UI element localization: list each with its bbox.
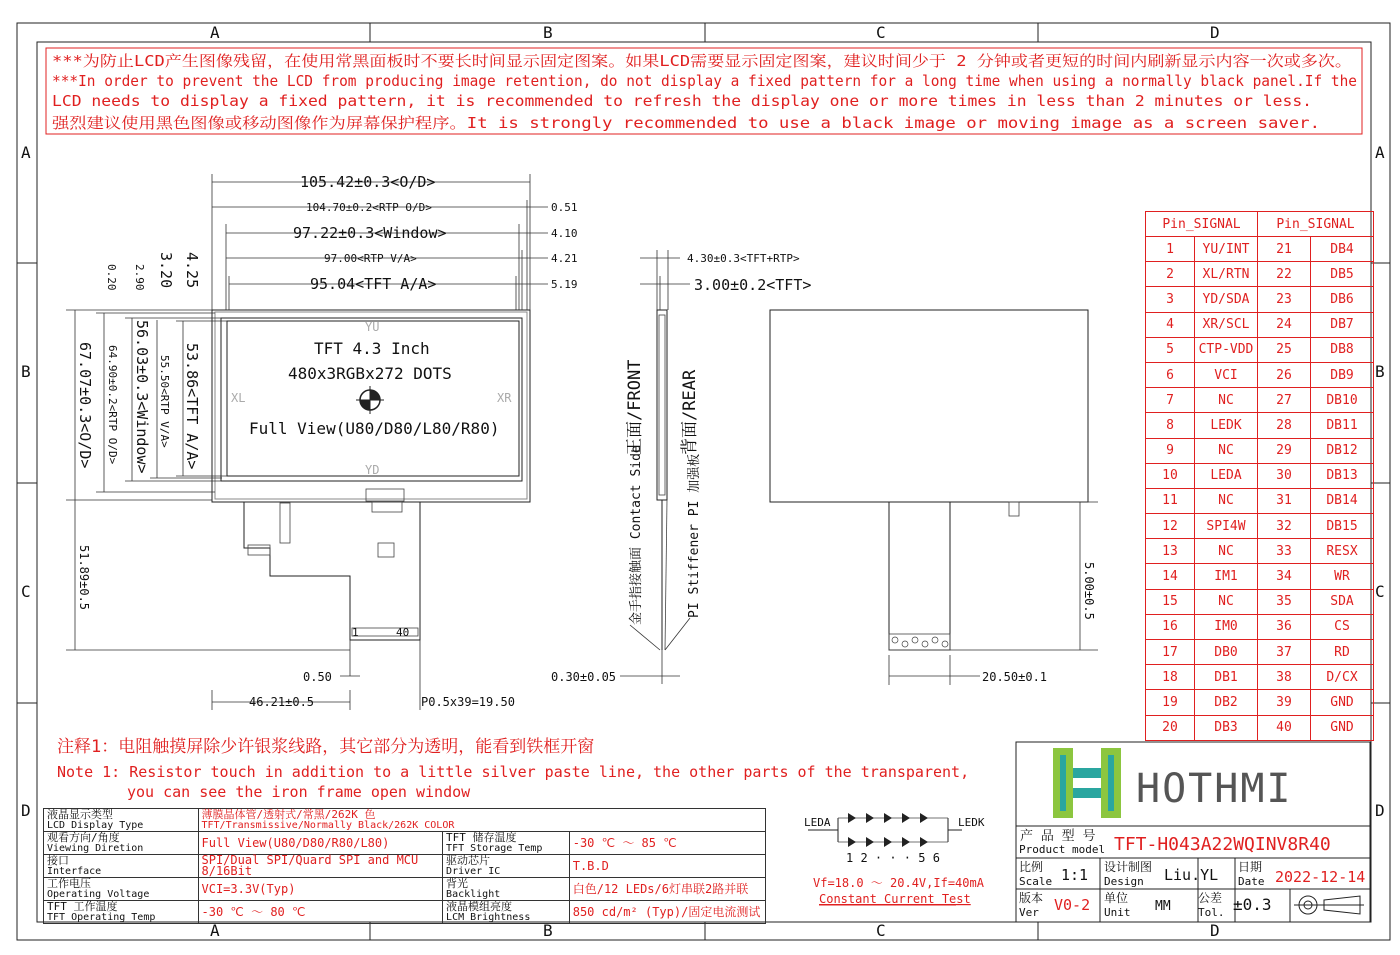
pin-number: 28 [1258, 413, 1311, 438]
pin-number: 7 [1146, 388, 1195, 413]
pin-number: 19 [1146, 690, 1195, 715]
col-label-d-bottom: D [1210, 921, 1220, 940]
pin-signal: IM1 [1195, 564, 1258, 589]
leda-label: LEDA [804, 816, 831, 829]
dim-rtp-va-height: 55.50<RTP V/A> [158, 355, 171, 448]
contact-side-label: 金手指接触面 Contact Side [629, 445, 644, 625]
dim-fpc-thickness: 0.30±0.05 [551, 670, 617, 684]
col-label-a-bottom: A [210, 921, 220, 940]
pin-signal: RESX [1311, 539, 1374, 564]
dim-window-width: 97.22±0.3<Window> [293, 224, 447, 242]
pin-signal: GND [1311, 715, 1374, 740]
pin-number: 40 [1258, 715, 1311, 740]
design-label-en: Design [1104, 875, 1144, 888]
col-label-b: B [543, 23, 553, 42]
led-constant-current: Constant Current Test [819, 892, 971, 906]
pin-row [1146, 362, 1374, 387]
pin-number: 27 [1258, 388, 1311, 413]
led-numbers: 1 2 · · · 5 6 [846, 851, 940, 865]
spec-label: 背光 Backlight [443, 878, 570, 901]
spec-value: Full View(U80/D80/R80/L80) [198, 832, 443, 855]
pin-header-right: Pin_SIGNAL [1258, 212, 1374, 237]
pin-row [1146, 640, 1374, 665]
pin-signal: CS [1311, 614, 1374, 639]
pin-signal: DB9 [1311, 362, 1374, 387]
spec-label: 驱动芯片 Driver IC [443, 855, 570, 878]
pin-row [1146, 589, 1374, 614]
pin-signal: NC [1195, 589, 1258, 614]
dim-window-height: 56.03±0.3<Window> [133, 320, 151, 474]
dim-r421: 4.21 [551, 252, 578, 265]
model-label-en: Product model [1019, 843, 1106, 856]
pin-signal: DB7 [1311, 312, 1374, 337]
pin-signal: D/CX [1311, 665, 1374, 690]
brand-logo [1053, 748, 1121, 818]
projection-symbol-icon [1294, 896, 1364, 914]
pin-number: 2 [1146, 262, 1195, 287]
pin-number: 10 [1146, 463, 1195, 488]
fpc-outline [244, 502, 420, 640]
model-label-cn: 产 品 型 号 [1020, 829, 1096, 844]
design-label-cn: 设计制图 [1104, 860, 1153, 874]
fpc-pin40-label: 40 [396, 626, 410, 639]
pin-row [1146, 287, 1374, 312]
pin-number: 17 [1146, 640, 1195, 665]
pin-signal: XR/SCL [1195, 312, 1258, 337]
pin-signal: DB15 [1311, 514, 1374, 539]
pin-number: 37 [1258, 640, 1311, 665]
row-label-d-right: D [1375, 801, 1385, 820]
dim-r519: 5.19 [551, 278, 578, 291]
dim-rear-fpc-width: 20.50±0.1 [982, 670, 1048, 684]
spec-value: SPI/Dual SPI/Quard SPI and MCU 8/16Bit [198, 855, 443, 878]
spec-row [44, 832, 766, 855]
pin-number: 15 [1146, 589, 1195, 614]
notice-line-4: 强烈建议使用黑色图像或移动图像作为屏幕保护程序。It is strongly recommended to use a black image or moving image as a screen saver. [52, 114, 1320, 132]
pin-number: 4 [1146, 312, 1195, 337]
pin-number: 11 [1146, 488, 1195, 513]
rear-label: 背面/REAR [680, 369, 700, 455]
designer: Liu.YL [1164, 866, 1219, 884]
dim-t290: 2.90 [133, 264, 146, 291]
spec-value: VCI=3.3V(Typ) [198, 878, 443, 901]
pin-number: 23 [1258, 287, 1311, 312]
pin-signal: DB10 [1311, 388, 1374, 413]
front-label: 正面/FRONT [625, 359, 645, 455]
pin-signal: DB1 [1195, 665, 1258, 690]
pin-signal: DB12 [1311, 438, 1374, 463]
pin-number: 8 [1146, 413, 1195, 438]
pin-signal: RD [1311, 640, 1374, 665]
dim-fpc-offset: 46.21±0.5 [249, 695, 315, 709]
pin-number: 30 [1258, 463, 1311, 488]
pin-signal: DB8 [1311, 337, 1374, 362]
pin-number: 32 [1258, 514, 1311, 539]
scale-label-en: Scale [1019, 875, 1053, 888]
pin-signal: DB5 [1311, 262, 1374, 287]
pin-signal: DB13 [1311, 463, 1374, 488]
dim-outline-height: 67.07±0.3<O/D> [76, 342, 94, 469]
pin-number: 12 [1146, 514, 1195, 539]
pin-row [1146, 539, 1374, 564]
pin-row [1146, 463, 1374, 488]
pin-header-left: Pin_SIGNAL [1146, 212, 1258, 237]
pin-signal: CTP-VDD [1195, 337, 1258, 362]
spec-label: TFT 工作温度 TFT Operating Temp [44, 901, 199, 924]
spec-row [44, 878, 766, 901]
pin-signal: WR [1311, 564, 1374, 589]
spec-label: 液晶模组亮度 LCM Brightness [443, 901, 570, 924]
resolution-text: 480x3RGBx272 DOTS [288, 364, 452, 383]
pin-signal: DB4 [1311, 237, 1374, 262]
spec-label: 观看方向/角度 Viewing Diretion [44, 832, 199, 855]
spec-table [43, 808, 766, 924]
notice-line-2: ***In order to prevent the LCD from producing image retention, do not display a fixed pattern for a long time when using a normally black panel.If the [52, 72, 1357, 90]
pin-number: 38 [1258, 665, 1311, 690]
pin-number: 26 [1258, 362, 1311, 387]
label-xl: XL [231, 391, 246, 405]
pin-number: 36 [1258, 614, 1311, 639]
brand-name: HOTHMI [1136, 766, 1293, 812]
pin-number: 29 [1258, 438, 1311, 463]
spec-label: 接口 Interface [44, 855, 199, 878]
pin-signal: XL/RTN [1195, 262, 1258, 287]
led-vf: Vf=18.0 ～ 20.4V,If=40mA [813, 876, 984, 890]
row-label-c: C [21, 582, 31, 601]
title-block [1016, 742, 1370, 922]
dim-aa-height: 53.86<TFT A/A> [183, 343, 201, 470]
row-label-a-right: A [1375, 143, 1385, 162]
note-cn: 注释1：电阻触摸屏除少许银浆线路，其它部分为透明，能看到铁框开窗 [57, 737, 595, 757]
date-label-cn: 日期 [1238, 860, 1263, 874]
dim-fpc-length: 51.89±0.5 [77, 545, 91, 611]
fpc-pin1-label: 1 [352, 626, 359, 639]
dim-t020: 0.20 [105, 264, 118, 291]
tol-label-cn: 公差 [1198, 891, 1223, 905]
dim-side-tft: 3.00±0.2<TFT> [694, 276, 812, 294]
pin-number: 6 [1146, 362, 1195, 387]
col-label-c: C [876, 23, 886, 42]
row-label-b: B [21, 362, 31, 381]
spec-label: TFT 储存温度 TFT Storage Temp [443, 832, 570, 855]
pin-signal: YD/SDA [1195, 287, 1258, 312]
product-model: TFT-H043A22WQINV8R40 [1114, 834, 1331, 855]
pin-number: 1 [1146, 237, 1195, 262]
spec-value: 850 cd/m² (Typ)/固定电流测试 [569, 901, 765, 924]
pin-signal: VCI [1195, 362, 1258, 387]
pin-row [1146, 514, 1374, 539]
pin-row [1146, 413, 1374, 438]
pin-signal: DB6 [1311, 287, 1374, 312]
pin-number: 13 [1146, 539, 1195, 564]
view-angle-text: Full View(U80/D80/L80/R80) [249, 419, 500, 438]
drawing-date: 2022-12-14 [1275, 868, 1366, 886]
pin-signal: DB14 [1311, 488, 1374, 513]
pin-signal: NC [1195, 388, 1258, 413]
spec-row [44, 855, 766, 878]
tolerance: ±0.3 [1233, 895, 1272, 914]
pin-row [1146, 237, 1374, 262]
pin-signal: SPI4W [1195, 514, 1258, 539]
pin-signal: LEDK [1195, 413, 1258, 438]
pin-row [1146, 388, 1374, 413]
dim-rtp-va-width: 97.00<RTP V/A> [324, 252, 417, 265]
notice-line-3: LCD needs to display a fixed pattern, it is recommended to refresh the display one or more times in less than 2 minutes or less. [52, 92, 1312, 110]
spec-label: 液晶显示类型 LCD Display Type [44, 809, 199, 832]
dim-side-total: 4.30±0.3<TFT+RTP> [687, 252, 800, 265]
pin-signal: LEDA [1195, 463, 1258, 488]
pin-signal: NC [1195, 438, 1258, 463]
pin-row [1146, 337, 1374, 362]
tol-label-en: Tol. [1198, 906, 1225, 919]
pin-number: 33 [1258, 539, 1311, 564]
pin-signal: DB3 [1195, 715, 1258, 740]
pin-number: 9 [1146, 438, 1195, 463]
notice-line-1: ***为防止LCD产生图像残留，在使用常黑面板时不要长时间显示固定图案。如果LCD需要显示固定图案，建议时间少于 2 分钟或者更短的时间内刷新显示内容一次或多次。 [52, 52, 1352, 70]
pin-row [1146, 715, 1374, 740]
pin-number: 34 [1258, 564, 1311, 589]
spec-value: -30 ℃ ～ 85 ℃ [569, 832, 765, 855]
pin-number: 31 [1258, 488, 1311, 513]
pin-row [1146, 614, 1374, 639]
pin-number: 20 [1146, 715, 1195, 740]
pin-number: 39 [1258, 690, 1311, 715]
label-yd: YD [365, 463, 380, 477]
pin-row [1146, 564, 1374, 589]
dim-stiffener-length: 5.00±0.5 [1082, 562, 1096, 620]
pin-signal: DB2 [1195, 690, 1258, 715]
version: V0-2 [1054, 896, 1091, 914]
pin-number: 24 [1258, 312, 1311, 337]
pin-signal: SDA [1311, 589, 1374, 614]
scale-label-cn: 比例 [1019, 860, 1044, 874]
unit-value: MM [1155, 899, 1171, 914]
date-label-en: Date [1238, 875, 1265, 888]
pin-number: 25 [1258, 337, 1311, 362]
ledk-label: LEDK [958, 816, 985, 829]
spec-value: 薄膜晶体管/透射式/常黑/262K 色 TFT/Transmissive/Normally Black/262K COLOR [198, 809, 766, 832]
dim-rtp-od-height: 64.90±0.2<RTP O/D> [106, 345, 119, 465]
dim-r051: 0.51 [551, 201, 578, 214]
pin-number: 3 [1146, 287, 1195, 312]
pin-signal: YU/INT [1195, 237, 1258, 262]
pin-row [1146, 690, 1374, 715]
label-xr: XR [497, 391, 512, 405]
dim-t425: 4.25 [183, 252, 201, 289]
pin-table [1145, 211, 1374, 741]
dim-fpc-width: 0.50 [303, 670, 332, 684]
spec-row [44, 901, 766, 924]
dim-fpc-pitch: P0.5x39=19.50 [421, 695, 515, 709]
spec-label: 工作电压 Operating Voltage [44, 878, 199, 901]
side-view [551, 250, 811, 684]
pin-signal: GND [1311, 690, 1374, 715]
pin-row [1146, 665, 1374, 690]
pin-signal: DB0 [1195, 640, 1258, 665]
panel-size-text: TFT 4.3 Inch [314, 339, 430, 358]
pin-signal: IM0 [1195, 614, 1258, 639]
rear-view [770, 310, 1098, 685]
pin-number: 16 [1146, 614, 1195, 639]
row-label-b-right: B [1375, 362, 1385, 381]
pin-signal: DB11 [1311, 413, 1374, 438]
col-label-c-bottom: C [876, 921, 886, 940]
unit-label-en: Unit [1104, 906, 1131, 919]
led-circuit [804, 813, 985, 906]
col-label-d: D [1210, 23, 1220, 42]
ver-label-en: Ver [1019, 906, 1039, 919]
dim-outline-width: 105.42±0.3<O/D> [300, 173, 436, 191]
note-en-2: you can see the iron frame open window [127, 783, 471, 801]
dim-r410: 4.10 [551, 227, 578, 240]
pin-row [1146, 262, 1374, 287]
pin-signal: NC [1195, 539, 1258, 564]
spec-value: -30 ℃ ～ 80 ℃ [198, 901, 443, 924]
note-en-1: Note 1: Resistor touch in addition to a little silver paste line, the other parts of the transparent, [57, 763, 970, 781]
row-label-c-right: C [1375, 582, 1385, 601]
ver-label-cn: 版本 [1019, 891, 1044, 905]
pin-number: 35 [1258, 589, 1311, 614]
pin-number: 18 [1146, 665, 1195, 690]
pin-row [1146, 438, 1374, 463]
stiffener-label: PI Stiffener PI 加强板 [687, 453, 702, 618]
pin-number: 14 [1146, 564, 1195, 589]
pin-row [1146, 488, 1374, 513]
row-label-d: D [21, 801, 31, 820]
dim-aa-width: 95.04<TFT A/A> [310, 275, 437, 293]
spec-value: 白色/12 LEDs/6灯串联2路并联 [569, 878, 765, 901]
scale-value: 1:1 [1061, 866, 1089, 884]
col-label-b-bottom: B [543, 921, 553, 940]
unit-label-cn: 单位 [1104, 891, 1129, 905]
pin-number: 5 [1146, 337, 1195, 362]
pin-row [1146, 312, 1374, 337]
front-view [66, 173, 578, 710]
pin-number: 21 [1258, 237, 1311, 262]
spec-value: T.B.D [569, 855, 765, 878]
pin-signal: NC [1195, 488, 1258, 513]
label-yu: YU [365, 320, 380, 334]
dim-rtp-od-width: 104.70±0.2<RTP O/D> [306, 201, 432, 214]
dim-t320: 3.20 [157, 252, 175, 289]
row-label-a: A [21, 143, 31, 162]
col-label-a: A [210, 23, 220, 42]
pin-number: 22 [1258, 262, 1311, 287]
